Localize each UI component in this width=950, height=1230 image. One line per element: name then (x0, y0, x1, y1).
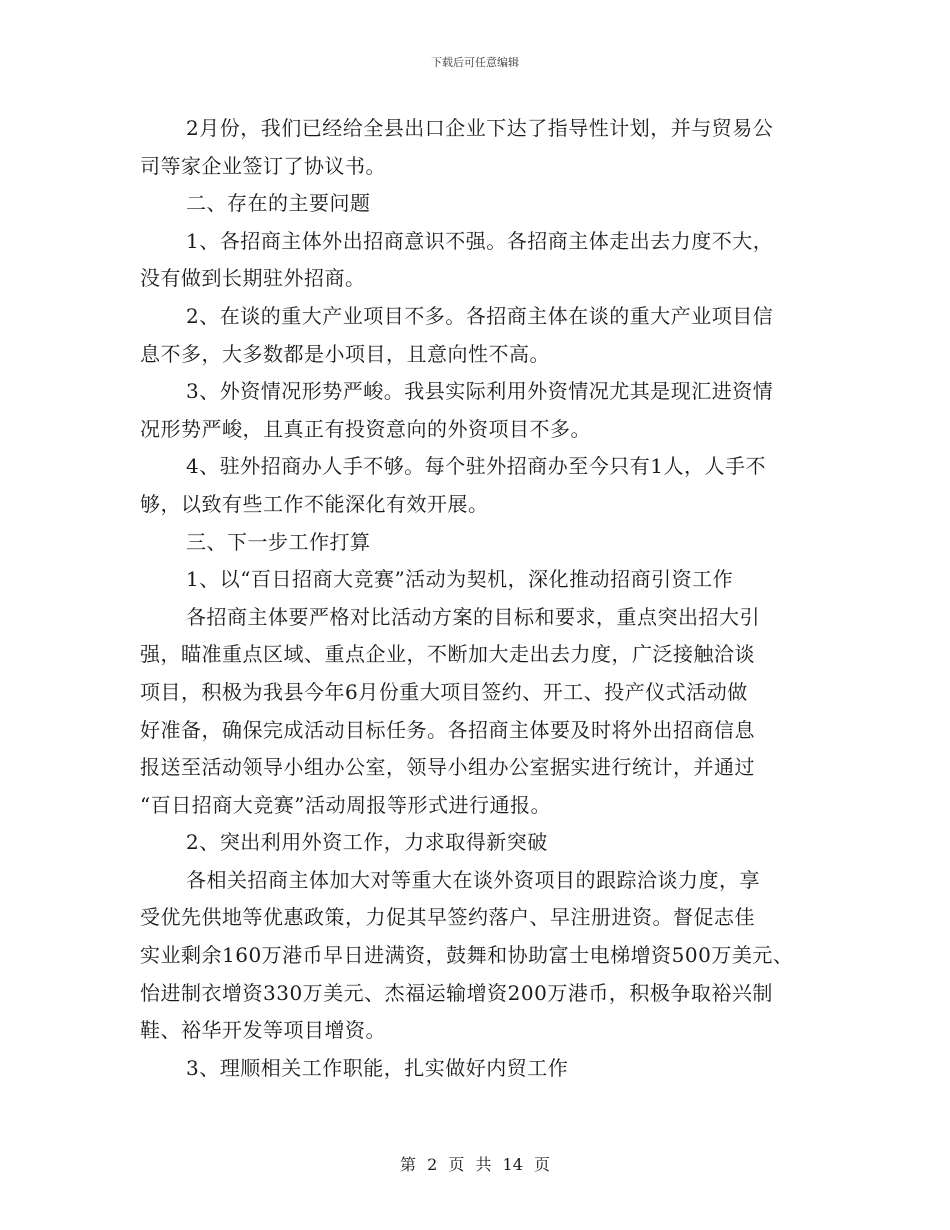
text-line: 受优先供地等优惠政策，力促其早签约落户、早注册进资。督促志佳 (140, 905, 755, 930)
text-line: 三、下一步工作打算 (186, 529, 371, 554)
text-line: 2月份，我们已经给全县出口企业下达了指导性计划，并与贸易公 (186, 116, 774, 140)
text-line: 二、存在的主要问题 (186, 191, 371, 216)
text-line: 1、各招商主体外出招商意识不强。各招商主体走出去力度不大， (186, 228, 774, 253)
text-line: 好准备，确保完成活动目标任务。各招商主体要及时将外出招商信息 (140, 717, 755, 742)
text-line: 4、驻外招商办人手不够。每个驻外招商办至今只有1人，人手不 (186, 454, 766, 479)
text-line: 2、在谈的重大产业项目不多。各招商主体在谈的重大产业项目信 (186, 303, 774, 328)
text-line: 项目，积极为我县今年6月份重大项目签约、开工、投产仪式活动做 (140, 679, 748, 704)
text-line: 怡进制衣增资330万美元、杰福运输增资200万港币，积极争取裕兴制 (140, 980, 773, 1005)
text-line: 司等家企业签订了协议书。 (140, 153, 386, 178)
text-line: 实业剩余160万港币早日进满资，鼓舞和协助富士电梯增资500万美元、 (140, 943, 794, 968)
document-body (140, 110, 810, 1087)
text-line: 没有做到长期驻外招商。 (140, 266, 366, 291)
text-line: 况形势严峻，且真正有投资意向的外资项目不多。 (140, 416, 591, 441)
text-line: 3、外资情况形势严峻。我县实际利用外资情况尤其是现汇进资情 (186, 379, 774, 404)
text-line: 1、以“百日招商大竞赛”活动为契机，深化推动招商引资工作 (186, 567, 734, 592)
text-line: 2、突出利用外资工作，力求取得新突破 (186, 830, 548, 855)
text-line: 报送至活动领导小组办公室，领导小组办公室据实进行统计，并通过 (140, 755, 755, 780)
text-line: 强，瞄准重点区域、重点企业，不断加大走出去力度，广泛接触洽谈 (140, 642, 755, 667)
text-line: 鞋、裕华开发等项目增资。 (140, 1018, 386, 1043)
text-line: 各招商主体要严格对比活动方案的目标和要求，重点突出招大引 (186, 604, 760, 629)
page-footer: 第 2 页 共 14 页 (400, 1155, 550, 1174)
text-line: 息不多，大多数都是小项目，且意向性不高。 (140, 341, 550, 366)
text-line: 够，以致有些工作不能深化有效开展。 (140, 491, 489, 516)
text-line: 各相关招商主体加大对等重大在谈外资项目的跟踪洽谈力度，享 (186, 867, 760, 892)
header-note: 下载后可任意编辑 (431, 56, 519, 69)
text-line: “百日招商大竞赛”活动周报等形式进行通报。 (140, 792, 551, 817)
text-line: 3、理顺相关工作职能，扎实做好内贸工作 (186, 1055, 569, 1080)
